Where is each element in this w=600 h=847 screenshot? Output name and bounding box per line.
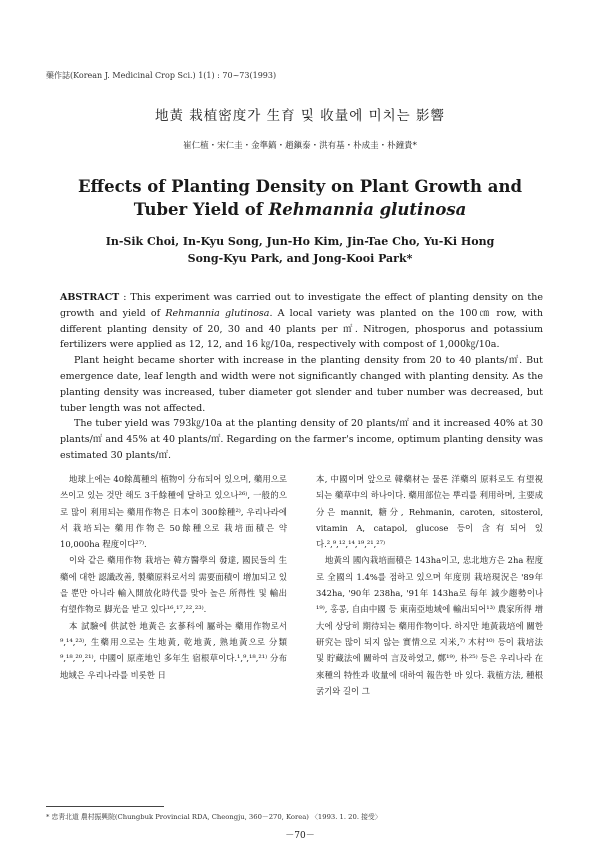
abstract	[60, 290, 543, 464]
abstract-species: Rehmannia glutinosa	[165, 307, 270, 319]
abstract-label: ABSTRACT	[60, 292, 120, 303]
body-right-paragraph-1: 本, 中國이며 앞으로 韓藥材는 물론 洋藥의 原料로도 有望視되는 藥草中의 하나이다. 藥用部位는 뿌리를 利用하며, 主要成分은 mannit, 糖分, Rehmanin, caroten, sitosterol, vitamin A, catapol, glucose 등이 含有되어 있다.²,⁹,¹²,¹⁴,¹⁹,²¹,²⁷⁾	[316, 474, 543, 550]
abstract-p1-text-b: . A local variety was planted on the 100㎝ row, with different planting density of 20, 30 and 40 plants per ㎡. Nitrogen, phosporus and potassium fertilizers were applied as 12, 12, and 16 ㎏/10a, respectively with compost of 1,000㎏/10a.	[60, 307, 543, 351]
abstract-p1-text-a: This experiment was carried out to investigate the effect of planting density on the growth and yield of	[60, 292, 543, 319]
body-left-paragraph-2: 이와 같은 藥用作物 栽培는 韓方醫學의 發達, 國民들의 生藥에 대한 認識改善, 製藥原料로서의 需要面積이 增加되고 있을 뿐만 아니라 輸入開放化時代를 맞아 높은 所得性 및 輸出 有望作物로 脚光을 받고 있다¹⁶,¹⁷,²²,²³⁾.	[60, 555, 287, 615]
journal-reference: 藥作誌(Korean J. Medicinal Crop Sci.) 1(1) : 70~73(1993)	[46, 71, 277, 80]
english-title-prefix: Tuber Yield of	[133, 200, 263, 219]
english-authors-line1: In-Sik Choi, In-Kyu Song, Jun-Ho Kim, Jin-Tae Cho, Yu-Ki Hong	[105, 235, 495, 248]
body-right-paragraph-2: 地黃의 國內栽培面積은 143ha이고, 忠北地方은 2ha 程度로 全國의 1.4%를 점하고 있으며 年度別 栽培現況은 '89年 342ha, '90年 238ha, '91年 143ha로 每年 減少趨勢이나¹⁹⁾, 홍콩, 自由中國 등 東南亞地域에 輸出되어¹³⁾ 農家所得 增大에 상당히 期待되는 藥用作物이다. 하지만 地黃栽培에 關한 研究는 많이 되지 않는 實情으로 지米,⁷⁾ 木村¹⁰⁾ 등이 栽培法 및 貯藏法에 關하여 言及하였고, 鄭¹⁹⁾, 朴²⁵⁾ 등은 우리나라 在來種의 特性과 收量에 대하여 報告한 바 있다. 栽植方法, 種根 굵기와 길이 그	[316, 555, 543, 696]
species-name: Rehmannia glutinosa	[268, 200, 467, 219]
abstract-paragraph-3: The tuber yield was 793㎏/10a at the planting density of 20 plants/㎡ and it increased 40% at 30 plants/㎡ and 45% at 40 plants/㎡. Regarding on the farmer's income, optimum planting density was estimated 30 plants/㎡.	[60, 418, 543, 461]
abstract-separator: :	[119, 292, 131, 303]
footnote-rule	[46, 806, 164, 807]
abstract-paragraph-1	[60, 290, 543, 353]
english-title-line2	[0, 198, 600, 221]
body-left-paragraph-1: 地球上에는 40餘萬種의 植物이 分布되어 있으며, 藥用으로 쓰이고 있는 것만 해도 3千餘種에 달하고 있으나²⁶⁾, 一般的으로 많이 利用되는 藥用作物은 日本이 300餘種²⁾, 우리나라에서 栽培되는 藥用作物은 50餘種으로 栽培面積은 약 10,000ha 程度이다²⁷⁾.	[60, 474, 287, 550]
abstract-paragraph-2: Plant height became shorter with increase in the planting density from 20 to 40 plants/㎡. But emergence date, leaf length and width were not significantly changed with planting density. As the planting density was increased, tuber diameter got slender and tuber number was decreased, but tuber length was not affected.	[60, 355, 543, 414]
body-column-left	[60, 471, 287, 683]
body-left-paragraph-3: 本 試驗에 供試한 地黃은 玄蔘科에 屬하는 藥用作物로서⁹,¹⁴,²³⁾, 生藥用으로는 生地黃, 乾地黃, 熟地黃으로 分類⁹,¹⁸,²⁰,²¹⁾, 中國이 原產地인 多年生 宿根草이다.¹,⁹,¹⁸,²¹⁾ 分布地域은 우리나라를 비롯한 日	[60, 620, 287, 680]
english-title-line1: Effects of Planting Density on Plant Growth and	[77, 177, 523, 196]
english-title	[0, 175, 600, 221]
korean-authors: 崔仁植・宋仁圭・金準鎬・趙鎭泰・洪有基・朴成圭・朴鐘貴*	[183, 141, 417, 151]
english-authors	[0, 233, 600, 267]
body-column-right	[316, 471, 543, 699]
footnote: * 忠靑北道 農村振興院(Chungbuk Provincial RDA, Cheongju, 360－270, Korea) 〈1993. 1. 20. 接受〉	[46, 813, 382, 821]
page-number: －70－	[285, 831, 315, 841]
english-authors-line2: Song-Kyu Park, and Jong-Kooi Park*	[187, 252, 413, 265]
korean-title: 地黃 栽植密度가 生育 및 收量에 미치는 影響	[155, 108, 445, 124]
